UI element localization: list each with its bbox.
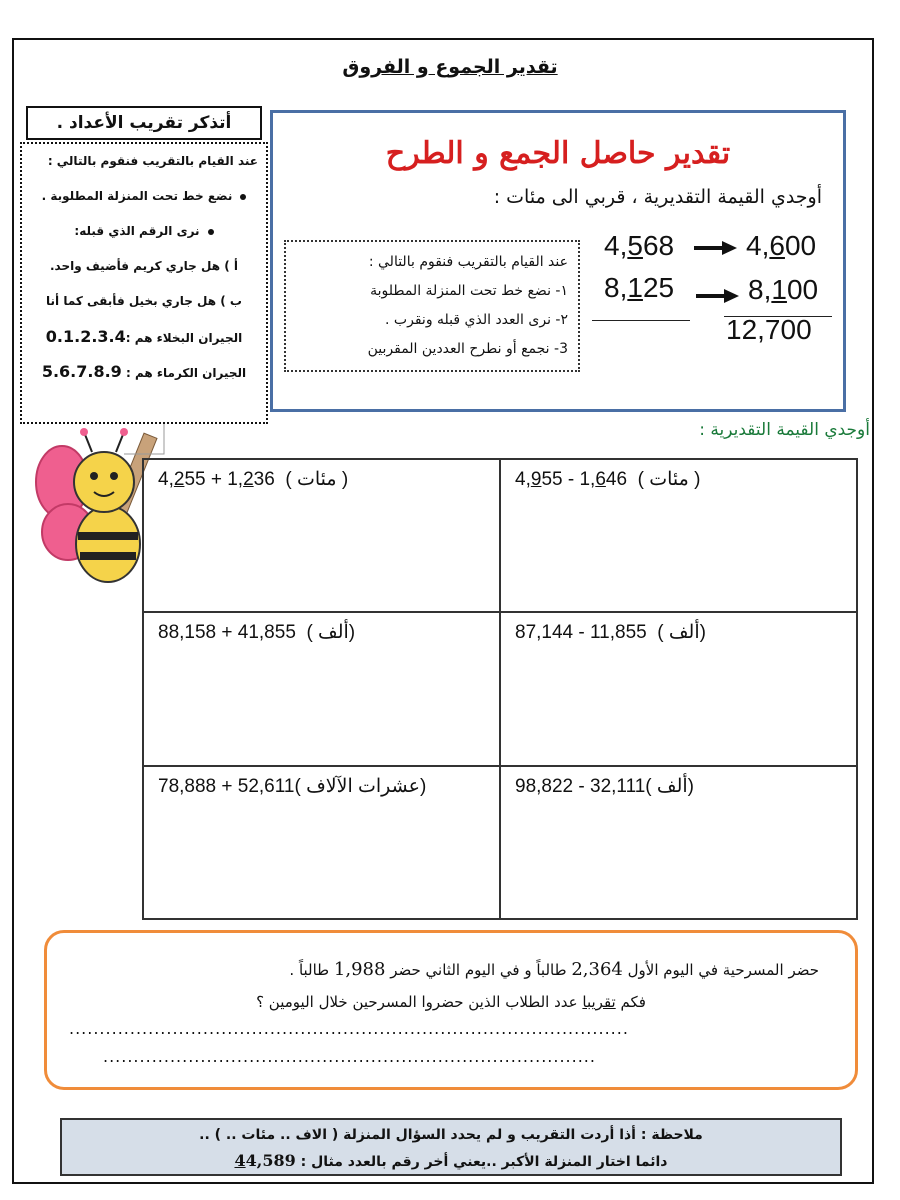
exercise-table <box>142 458 858 920</box>
remember-title: أتذكر تقريب الأعداد . <box>26 106 262 140</box>
steps-box <box>284 240 580 372</box>
answer-line[interactable]: ................................................................................. <box>103 1047 596 1066</box>
exercise-expression: 78,888 + 52,611(عشرات الآلاف ) <box>158 775 427 797</box>
exercise-expression: 87,144 - 11,855 (ألف ) <box>515 622 706 644</box>
page-title: تقدير الجموع و الفروق <box>342 56 558 78</box>
step-line: عند القيام بالتقريب فنقوم بالتالي : <box>368 254 568 270</box>
generous-neighbors: الجيران الكرماء هم : 5.6.7.8.9 <box>41 362 247 381</box>
example-number-b: 8,125 <box>604 272 675 303</box>
example-rounded-b: 8,100 <box>748 274 819 305</box>
answer-line[interactable]: ............................................................................................ <box>69 1019 629 1038</box>
word-problem-line: حضر المسرحية في اليوم الأول 2,364 طالباً و في اليوم الثاني حضر 1,988 طالباً . <box>289 959 819 980</box>
table-row <box>143 459 857 612</box>
table-row <box>143 612 857 765</box>
stingy-neighbors: الجيران البخلاء هم :0.1.2.3.4 <box>45 327 243 346</box>
note-line: ملاحظة : أذا أردت التقريب و لم يحدد السؤال المنزلة ( الاف .. مئات .. ) .. <box>199 1127 703 1143</box>
exercise-cell[interactable] <box>143 766 500 919</box>
remember-line: أ ) هل جاري كريم فأضيف واحد. <box>50 259 238 273</box>
step-line: 3- نجمع أو نطرح العددين المقربين <box>367 341 568 357</box>
step-line: ٢- نرى العدد الذي قبله ونقرب . <box>385 312 568 328</box>
lesson-instruction: أوجدي القيمة التقديرية ، قربي الى مئات : <box>493 186 822 208</box>
sum-line <box>592 320 690 321</box>
exercise-expression: 4,255 + 1,236 ( مئات ) <box>158 469 349 490</box>
example-rounded-a: 4,600 <box>746 230 817 261</box>
right-arrow-icon <box>692 240 738 256</box>
exercises-instruction: أوجدي القيمة التقديرية : <box>699 420 870 440</box>
exercise-cell[interactable] <box>143 612 500 765</box>
word-problem-question: فكم تقريبا عدد الطلاب الذين حضروا المسرحين خلال اليومين ؟ <box>256 993 646 1011</box>
example-number-a: 4,568 <box>604 230 675 261</box>
right-arrow-icon <box>694 288 740 304</box>
remember-line: نضع خط تحت المنزلة المطلوبة . <box>22 179 266 214</box>
table-row <box>143 766 857 919</box>
remember-line: عند القيام بالتقريب فنقوم بالتالي : <box>47 154 258 168</box>
lesson-heading: تقدير حاصل الجمع و الطرح <box>385 136 731 171</box>
exercise-cell[interactable] <box>143 459 500 612</box>
word-problem-box <box>44 930 858 1090</box>
remember-line: نرى الرقم الذي قبله: <box>22 214 266 249</box>
exercise-expression: 4,955 - 1,646 ( مئات ) <box>515 469 701 490</box>
note-line: دائما اختار المنزلة الأكبر ..يعني أخر رقم بالعدد مثال : 44,589 <box>234 1151 668 1170</box>
remember-box <box>20 142 268 424</box>
note-box <box>60 1118 842 1176</box>
remember-line: ب ) هل جاري بخيل فأبقى كما أنا <box>46 294 242 308</box>
exercise-expression: 88,158 + 41,855 (ألف ) <box>158 622 356 644</box>
exercise-cell[interactable] <box>500 459 857 612</box>
exercise-expression: 98,822 - 32,111(ألف ) <box>515 775 694 797</box>
exercise-cell[interactable] <box>500 612 857 765</box>
exercise-cell[interactable] <box>500 766 857 919</box>
example-sum: 12,700 <box>726 314 812 345</box>
step-line: ١- نضع خط تحت المنزلة المطلوبة <box>370 283 568 299</box>
